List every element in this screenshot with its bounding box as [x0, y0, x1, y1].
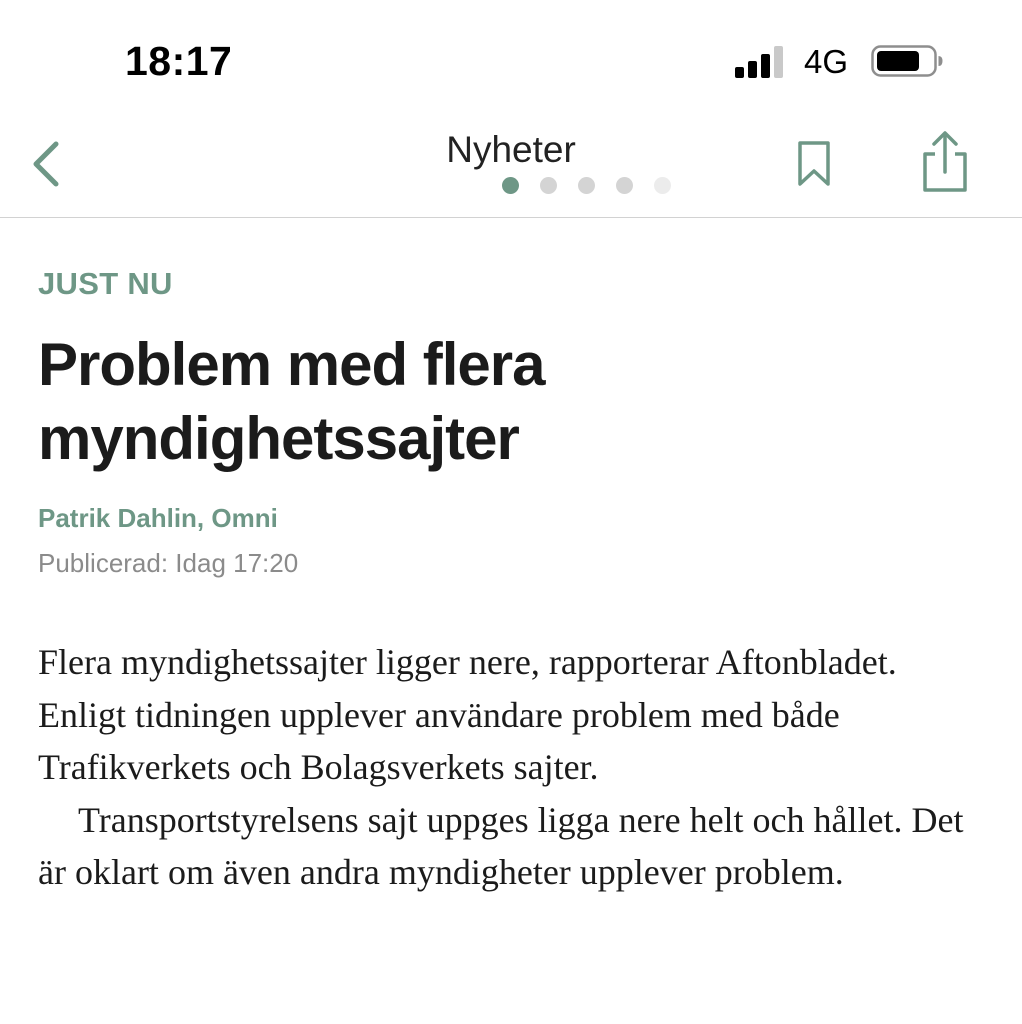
page-dot	[654, 177, 671, 194]
share-button[interactable]	[915, 128, 975, 196]
share-icon	[915, 128, 975, 196]
article-byline[interactable]: Patrik Dahlin, Omni	[38, 503, 278, 533]
status-bar	[0, 0, 1022, 110]
status-time: 18:17	[125, 38, 233, 84]
article-paragraph: Flera myndighetssajter ligger nere, rapporterar Aftonbladet. Enligt tidningen upplever användare problem med både Trafikverkets och Bolagsverkets sajter.	[38, 642, 897, 787]
section-title: Nyheter	[446, 129, 576, 170]
page-dot-active	[502, 177, 519, 194]
bookmark-button[interactable]	[792, 138, 836, 190]
published-timestamp: Publicerad: Idag 17:20	[38, 548, 299, 578]
network-type: 4G	[804, 43, 849, 80]
article-kicker: JUST NU	[38, 266, 173, 301]
cellular-signal-icon	[735, 44, 789, 78]
bookmark-icon	[792, 138, 836, 190]
navigation-bar	[0, 110, 1022, 218]
article-body	[38, 636, 984, 899]
article-headline: Problem med flera myndighetssajter	[38, 331, 545, 472]
page-dot	[578, 177, 595, 194]
article-paragraph: Transportstyrelsens sajt uppges ligga nere helt och hållet. Det är oklart om även andra myndigheter upplever problem.	[38, 799, 964, 892]
page-dot	[616, 177, 633, 194]
battery-icon	[871, 45, 943, 77]
page-dot	[540, 177, 557, 194]
